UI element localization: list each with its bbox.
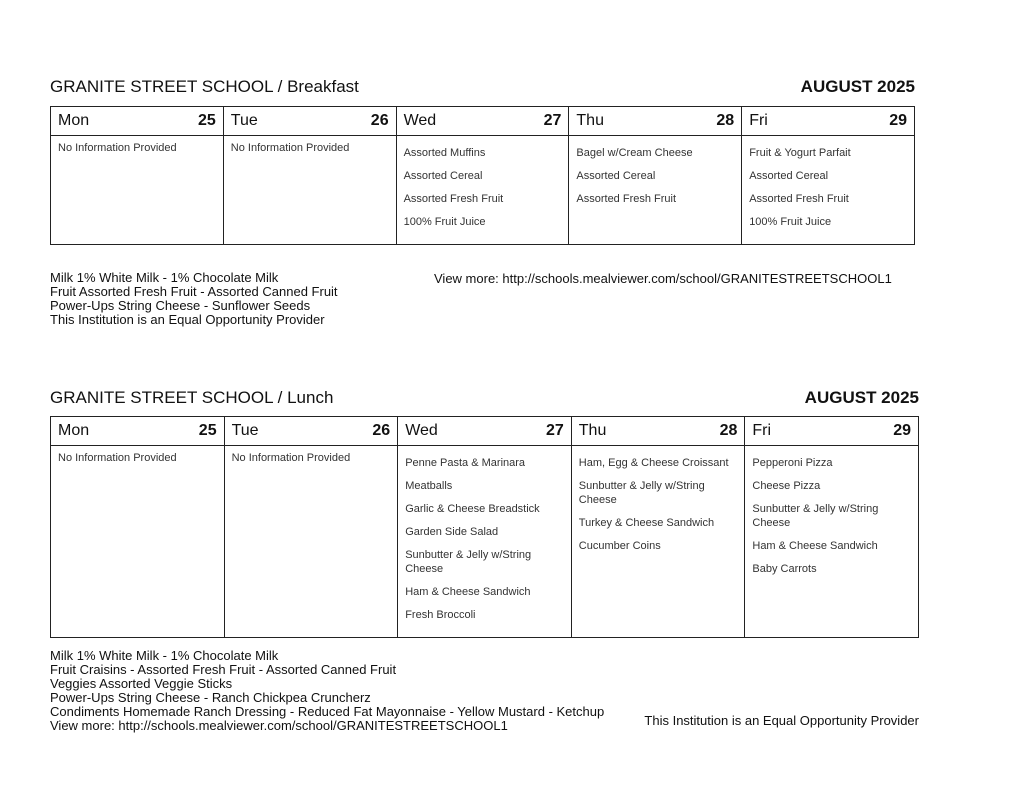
lunch-day-cell-wed — [398, 446, 572, 638]
day-number: 25 — [198, 422, 217, 439]
menu-item: Assorted Fresh Fruit — [576, 193, 677, 205]
breakfast-day-header-wed — [396, 107, 569, 136]
menu-item: Sunbutter & Jelly w/String Cheese — [578, 480, 705, 506]
day-number: 28 — [719, 422, 738, 439]
menu-item: Ham, Egg & Cheese Croissant — [578, 457, 729, 469]
no-information-text: No Information Provided — [230, 142, 350, 154]
breakfast-day-header-mon — [51, 107, 224, 136]
breakfast-day-header-fri — [742, 107, 915, 136]
breakfast-day-header-tue — [223, 107, 396, 136]
lunch-month: AUGUST 2025 — [804, 388, 919, 407]
breakfast-note-line: Milk 1% White Milk - 1% Chocolate Milk — [50, 270, 279, 285]
lunch-day-cell-tue — [224, 446, 398, 638]
menu-item: Cheese Pizza — [752, 480, 821, 492]
menu-item: Assorted Muffins — [403, 147, 486, 159]
day-name: Thu — [576, 112, 604, 129]
day-name: Fri — [752, 422, 772, 439]
lunch-day-header-fri — [745, 417, 919, 446]
menu-item: Garden Side Salad — [405, 526, 499, 538]
menu-item: Bagel w/Cream Cheese — [576, 147, 693, 159]
menu-item: Penne Pasta & Marinara — [405, 457, 526, 469]
lunch-day-header-tue — [224, 417, 398, 446]
lunch-day-header-wed — [398, 417, 572, 446]
day-name: Tue — [231, 422, 259, 439]
day-number: 27 — [545, 422, 564, 439]
lunch-equal-opportunity: This Institution is an Equal Opportunity Provider — [644, 713, 919, 728]
day-name: Wed — [403, 112, 437, 129]
lunch-note-line: Milk 1% White Milk - 1% Chocolate Milk — [50, 648, 279, 663]
menu-item: Ham & Cheese Sandwich — [405, 586, 531, 598]
menu-item: Sunbutter & Jelly w/String Cheese — [752, 503, 879, 529]
breakfast-menu-table — [50, 106, 915, 245]
breakfast-title: GRANITE STREET SCHOOL / Breakfast — [50, 77, 359, 96]
breakfast-day-cell-thu — [569, 136, 742, 245]
menu-item: Assorted Cereal — [576, 170, 656, 182]
breakfast-day-header-thu — [569, 107, 742, 136]
day-name: Thu — [578, 422, 607, 439]
breakfast-view-more-link[interactable]: View more: http://schools.mealviewer.com/school/GRANITESTREETSCHOOL1 — [434, 271, 892, 286]
menu-item: Baby Carrots — [752, 563, 817, 575]
menu-item: Meatballs — [405, 480, 453, 492]
lunch-notes — [50, 649, 604, 733]
breakfast-note-line: Power-Ups String Cheese - Sunflower Seeds — [50, 298, 311, 313]
day-number: 25 — [198, 112, 216, 129]
menu-item: Fruit & Yogurt Parfait — [749, 147, 851, 159]
breakfast-day-cell-tue — [223, 136, 396, 245]
no-information-text: No Information Provided — [231, 452, 351, 464]
menu-item: Garlic & Cheese Breadstick — [405, 503, 540, 515]
lunch-title: GRANITE STREET SCHOOL / Lunch — [50, 388, 334, 407]
lunch-note-line: Fruit Craisins - Assorted Fresh Fruit - Assorted Canned Fruit — [50, 662, 397, 677]
breakfast-note-line: This Institution is an Equal Opportunity Provider — [50, 312, 325, 327]
breakfast-day-cell-wed — [396, 136, 569, 245]
day-number: 26 — [372, 422, 391, 439]
no-information-text: No Information Provided — [58, 142, 177, 154]
menu-item: Assorted Cereal — [403, 170, 483, 182]
menu-item: Assorted Fresh Fruit — [403, 193, 504, 205]
day-name: Mon — [58, 112, 90, 129]
menu-item: 100% Fruit Juice — [749, 216, 832, 228]
breakfast-day-cell-fri — [742, 136, 915, 245]
menu-item: Assorted Fresh Fruit — [749, 193, 849, 205]
breakfast-day-header-row — [51, 107, 915, 136]
breakfast-day-cell-mon — [51, 136, 224, 245]
menu-item: Ham & Cheese Sandwich — [752, 540, 878, 552]
lunch-note-line: Veggies Assorted Veggie Sticks — [50, 676, 233, 691]
lunch-menu-table — [50, 416, 919, 638]
no-information-text: No Information Provided — [58, 452, 177, 464]
day-name: Fri — [749, 112, 768, 129]
lunch-note-line: Condiments Homemade Ranch Dressing - Reduced Fat Mayonnaise - Yellow Mustard - Ketchup — [50, 704, 605, 719]
menu-item: Fresh Broccoli — [405, 609, 476, 621]
menu-item: Turkey & Cheese Sandwich — [578, 517, 715, 529]
menu-item: Cucumber Coins — [578, 540, 661, 552]
breakfast-notes — [50, 271, 338, 327]
menu-item: Pepperoni Pizza — [752, 457, 833, 469]
day-number: 26 — [370, 112, 389, 129]
day-name: Wed — [405, 422, 438, 439]
breakfast-items-row — [51, 136, 915, 245]
day-number: 28 — [716, 112, 735, 129]
lunch-view-more-link[interactable]: View more: http://schools.mealviewer.com/school/GRANITESTREETSCHOOL1 — [50, 718, 508, 733]
day-number: 27 — [543, 112, 562, 129]
lunch-day-cell-mon — [51, 446, 225, 638]
lunch-day-cell-fri — [745, 446, 919, 638]
menu-item: 100% Fruit Juice — [403, 216, 486, 228]
lunch-day-header-row — [51, 417, 919, 446]
breakfast-note-line: Fruit Assorted Fresh Fruit - Assorted Canned Fruit — [50, 284, 338, 299]
lunch-day-header-mon — [51, 417, 225, 446]
lunch-day-cell-thu — [571, 446, 745, 638]
day-number: 29 — [889, 112, 907, 129]
lunch-items-row — [51, 446, 919, 638]
breakfast-month: AUGUST 2025 — [800, 77, 915, 96]
lunch-day-header-thu — [571, 417, 745, 446]
lunch-note-line: Power-Ups String Cheese - Ranch Chickpea Cruncherz — [50, 690, 371, 705]
menu-item: Assorted Cereal — [749, 170, 829, 182]
day-name: Mon — [58, 422, 90, 439]
day-name: Tue — [230, 112, 258, 129]
day-number: 29 — [893, 422, 911, 439]
menu-item: Sunbutter & Jelly w/String Cheese — [405, 549, 532, 575]
